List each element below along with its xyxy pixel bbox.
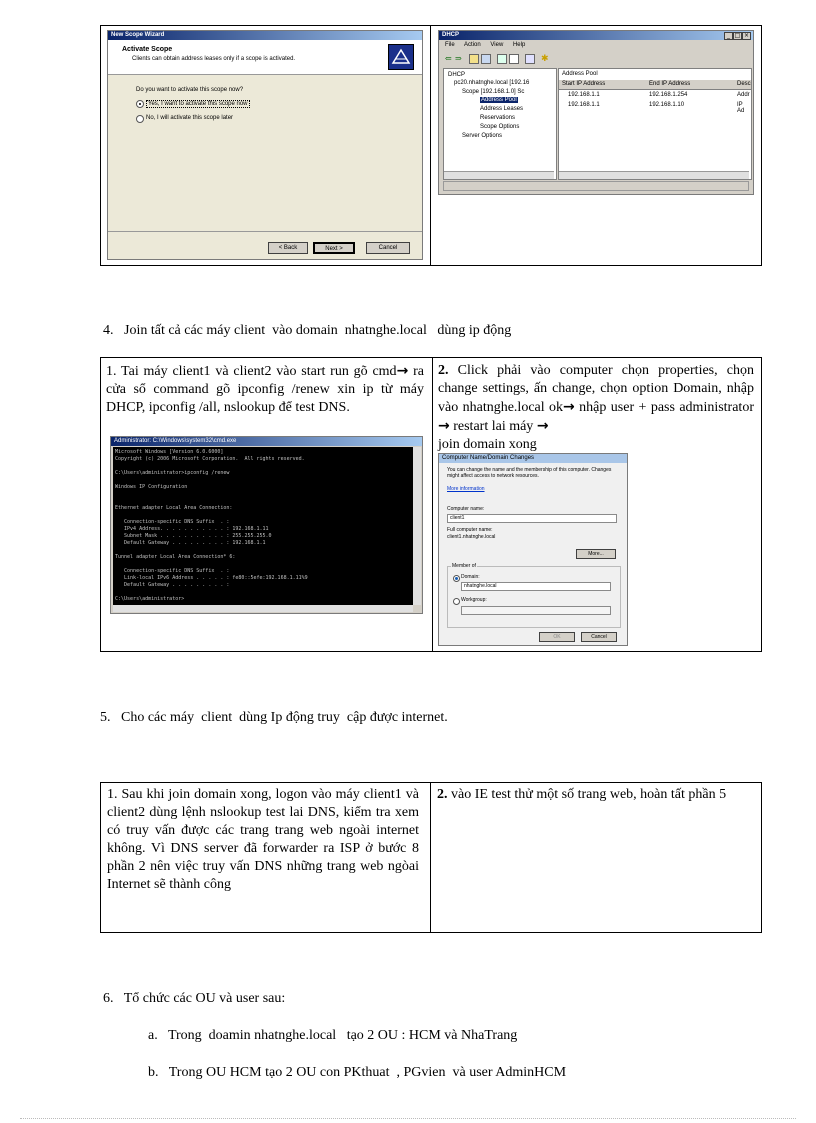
wizard-logo-icon xyxy=(388,44,414,70)
tree-horizontal-scrollbar[interactable] xyxy=(444,171,554,179)
wizard-question: Do you want to activate this scope now? xyxy=(136,87,244,93)
step4-right-num: 2. xyxy=(438,363,449,378)
tree-item-scope-options[interactable]: Scope Options xyxy=(480,124,520,130)
full-name-label: Full computer name: xyxy=(447,527,493,533)
close-icon[interactable]: × xyxy=(743,32,750,39)
ok-button[interactable]: OK xyxy=(539,632,575,642)
step4-right-text xyxy=(438,362,754,454)
status-bar xyxy=(443,181,749,191)
wizard-subheading: Clients can obtain address leases only if a scope is activated. xyxy=(132,56,296,62)
maximize-icon[interactable]: □ xyxy=(734,32,741,39)
menu-file[interactable]: File xyxy=(445,42,455,48)
window-controls xyxy=(724,32,751,40)
domain-dialog-window xyxy=(438,453,628,646)
step5-heading: 5. Cho các máy client dùng Ip động truy cập được internet. xyxy=(100,710,448,725)
cmd-title-bar: Administrator: C:\Windows\system32\cmd.exe xyxy=(111,437,422,446)
cmd-window xyxy=(110,436,423,614)
step6-heading: 6. Tổ chức các OU và user sau: xyxy=(103,991,286,1006)
radio-no-icon[interactable] xyxy=(136,115,144,123)
step5-right-text xyxy=(437,786,753,804)
dhcp-toolbar xyxy=(443,53,749,65)
new-scope-wizard-window xyxy=(107,30,423,260)
radio-domain-icon[interactable] xyxy=(453,575,460,582)
cmd-vertical-scrollbar[interactable] xyxy=(413,447,421,605)
step5-left-text: 1. Sau khi join domain xong, logon vào máy client1 và client2 dùng lệnh nslookup test lai DNS, kiểm tra xem có truy vấn được các trang trang web ngoài internet không. Vì DNS server đã forwarder ra ISP ở bước 8 phần 2 nên việc truy vấn DNS những trang web ngòai Internet sẽ thành công xyxy=(107,787,419,892)
option-yes-label[interactable]: Yes, I want to activate this scope now xyxy=(148,101,248,107)
step4-right-a: Click phải vào computer chọn properties, chọn change settings, ấn change, chọn option Domain, nhập vào nhatnghe.local ok xyxy=(438,363,754,415)
back-button[interactable]: < Back xyxy=(268,242,308,254)
menu-help[interactable]: Help xyxy=(512,42,526,48)
toolbar-icon-4[interactable] xyxy=(509,54,519,64)
full-name-value: client1.nhatnghe.local xyxy=(447,534,496,540)
step5-right-body: vào IE test thử một số trang web, hoàn tất phần 5 xyxy=(447,787,727,802)
row1-start: 192.168.1.1 xyxy=(568,92,600,98)
dhcp-title: DHCP xyxy=(442,32,460,38)
dhcp-console-window xyxy=(438,30,754,195)
row2-start: 192.168.1.1 xyxy=(568,102,600,108)
wizard-title-bar: New Scope Wizard xyxy=(108,31,422,40)
cancel-button[interactable]: Cancel xyxy=(366,242,410,254)
step4-heading: 4. Join tất cả các máy client vào domain nhatnghe.local dùng ip động xyxy=(103,323,512,338)
more-information-link[interactable]: More information xyxy=(447,486,485,492)
toolbar-icon-2[interactable] xyxy=(481,54,491,64)
radio-yes-icon[interactable] xyxy=(136,100,144,108)
dhcp-title-bar xyxy=(439,31,753,40)
tree-item-address-pool[interactable]: Address Pool xyxy=(481,97,517,103)
tree-item-server-options[interactable]: Server Options xyxy=(462,133,503,139)
row1-end: 192.168.1.254 xyxy=(649,92,688,98)
toolbar-icon-3[interactable] xyxy=(497,54,507,64)
col-desc[interactable]: Desc xyxy=(737,81,751,87)
minimize-icon[interactable]: _ xyxy=(724,32,733,40)
bottom-dotted-rule xyxy=(20,1118,796,1119)
dhcp-list-pane xyxy=(558,68,752,180)
menu-view[interactable]: View xyxy=(490,42,504,48)
wizard-heading: Activate Scope xyxy=(122,46,173,53)
next-button[interactable]: Next > xyxy=(313,242,355,254)
tree-item-scope[interactable]: Scope [192.168.1.0] Sc xyxy=(462,89,525,95)
option-no-label[interactable]: No, I will activate this scope later xyxy=(146,115,234,121)
domain-label[interactable]: Domain: xyxy=(461,574,480,580)
radio-workgroup-icon[interactable] xyxy=(453,598,460,605)
step4-left-b: ra cửa sổ command gõ ipconfig /renew xin ip từ máy DHCP, ipconfig /all, nslookup để test DNS. xyxy=(106,364,424,415)
step4-right-d: join domain xong xyxy=(438,437,537,452)
col-end-ip[interactable]: End IP Address xyxy=(649,81,691,87)
step4-right-b: nhập user + pass administrator xyxy=(574,400,754,415)
domain-dialog-title: Computer Name/Domain Changes xyxy=(439,454,627,463)
arrow-icon: → xyxy=(396,363,409,379)
workgroup-field[interactable] xyxy=(461,606,611,615)
step5-right-num: 2. xyxy=(437,787,448,802)
col-start-ip[interactable]: Start IP Address xyxy=(562,81,606,87)
list-horizontal-scrollbar[interactable] xyxy=(559,171,749,179)
back-arrow-icon[interactable]: ⇐ xyxy=(445,54,452,63)
member-of-label: Member of xyxy=(452,563,476,569)
step4-left-a: 1. Tai máy client1 và client2 vào start run gõ cmd xyxy=(106,364,397,379)
arrow-icon: → xyxy=(536,418,549,434)
forward-arrow-icon[interactable]: ⇒ xyxy=(455,54,462,63)
dhcp-tree-pane xyxy=(443,68,557,180)
cmd-output: Microsoft Windows [Version 6.0.6000] Copyright (c) 2006 Microsoft Corporation. All rights reserved. C:\Users\administrator>ipconfig /renew Windows IP Configuration Ethernet adapter Local Area Connection: Connection-specific DNS Suffix . : IPv4 Address. . . . . . . . . . . : 192.168.1.11 Subnet Mask . . . . . . . . . . . : 255.255.255.0 Default Gateway . . . . . . . . . : 192.168.1.1 Tunnel adapter Local Area Connection* 6: Connection-specific DNS Suffix . : Link-local IPv6 Address . . . . . : fe80::5efe:192.168.1.11%9 Default Gateway . . . . . . . . . : C:\Users\administrator> xyxy=(113,447,417,605)
wizard-divider xyxy=(108,231,422,232)
tree-item-address-leases[interactable]: Address Leases xyxy=(480,106,524,112)
dhcp-menu-bar xyxy=(445,42,525,48)
dialog-cancel-button[interactable]: Cancel xyxy=(581,632,617,642)
workgroup-label[interactable]: Workgroup: xyxy=(461,597,487,603)
menu-action[interactable]: Action xyxy=(464,42,481,48)
step4-right-c: restart lai máy xyxy=(449,419,537,434)
tree-item-dhcp[interactable]: DHCP xyxy=(448,72,466,78)
computer-name-field[interactable]: client1 xyxy=(447,514,617,523)
toolbar-icon-5[interactable] xyxy=(525,54,535,64)
list-header xyxy=(559,80,751,90)
tree-item-server[interactable]: pc20.nhatnghe.local [192.16 xyxy=(454,80,530,86)
cmd-horizontal-scrollbar[interactable] xyxy=(113,605,413,612)
arrow-icon: → xyxy=(563,399,575,415)
step5-right-cell xyxy=(430,782,762,933)
row2-desc: IP Ad xyxy=(737,102,745,114)
step6-item-a: a. Trong doamin nhatnghe.local tạo 2 OU : HCM và NhaTrang xyxy=(148,1028,518,1043)
pane-title: Address Pool xyxy=(562,71,598,77)
more-button[interactable]: More... xyxy=(576,549,616,559)
tree-item-reservations[interactable]: Reservations xyxy=(480,115,516,121)
dialog-intro: You can change the name and the membership of this computer. Changes might affect access to network resources. xyxy=(447,467,612,479)
step4-left-text xyxy=(106,362,424,417)
domain-field[interactable]: nhatnghe.local xyxy=(461,582,611,591)
toolbar-icon-6[interactable]: ✱ xyxy=(541,53,549,63)
computer-name-label: Computer name: xyxy=(447,506,485,512)
toolbar-icon-1[interactable] xyxy=(469,54,479,64)
row1-desc: Addr xyxy=(737,92,750,98)
step6-item-b: b. Trong OU HCM tạo 2 OU con PKthuat , PGvien và user AdminHCM xyxy=(148,1065,567,1080)
row2-end: 192.168.1.10 xyxy=(649,102,685,108)
arrow-icon: → xyxy=(438,418,450,434)
